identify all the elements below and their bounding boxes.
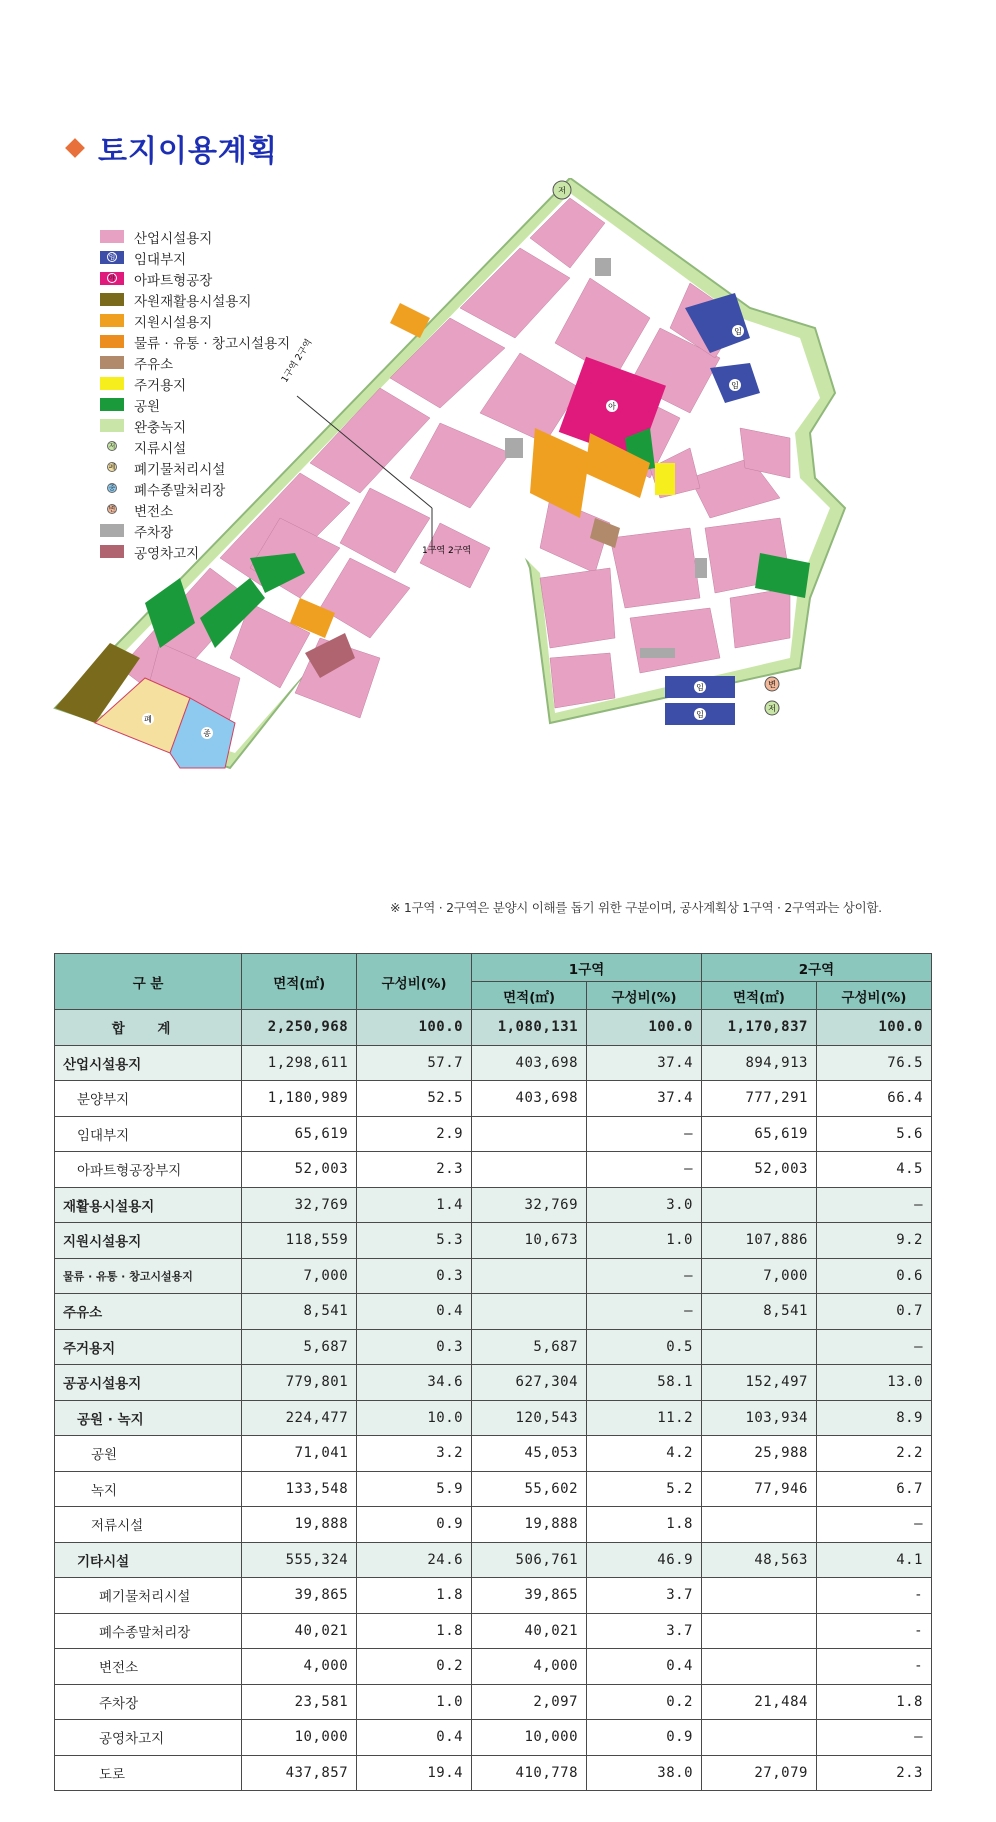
- cell-zone2-area: [702, 1649, 817, 1685]
- table-row: [55, 1045, 932, 1081]
- cell-zone2-ratio: 4.5: [816, 1152, 931, 1188]
- legend-swatch-reservoir: [100, 440, 124, 453]
- cell-zone1-area: [472, 1116, 587, 1152]
- table-row: [55, 1649, 932, 1685]
- cell-zone1-ratio: 58.1: [587, 1365, 702, 1401]
- row-label: 주유소: [55, 1294, 242, 1330]
- table-row: [55, 1400, 932, 1436]
- legend-item: [100, 289, 290, 310]
- cell-area: 555,324: [242, 1542, 357, 1578]
- cell-area: 118,559: [242, 1223, 357, 1259]
- cell-zone2-area: [702, 1720, 817, 1756]
- legend-mark: 임: [108, 253, 116, 261]
- th-zone1: 1구역: [472, 954, 702, 982]
- cell-zone2-ratio: 76.5: [816, 1045, 931, 1081]
- cell-zone1-area: 410,778: [472, 1755, 587, 1791]
- cell-zone2-ratio: –: [816, 1507, 931, 1543]
- table-row: [55, 1613, 932, 1649]
- cell-zone1-area: 40,021: [472, 1613, 587, 1649]
- row-label: 아파트형공장부지: [55, 1152, 242, 1188]
- cell-ratio: 3.2: [357, 1436, 472, 1472]
- legend-swatch-recycling: [100, 293, 124, 306]
- table-row: [55, 1010, 932, 1046]
- cell-ratio: 24.6: [357, 1542, 472, 1578]
- th-ratio: 구성비(%): [357, 954, 472, 1010]
- row-label: 폐수종말처리장: [55, 1613, 242, 1649]
- legend-label: 자원재활용시설용지: [134, 293, 252, 310]
- legend-label: 폐수종말처리장: [134, 482, 226, 499]
- cell-zone1-area: 5,687: [472, 1329, 587, 1365]
- cell-area: 2,250,968: [242, 1010, 357, 1046]
- cell-area: 40,021: [242, 1613, 357, 1649]
- cell-zone1-ratio: 3.7: [587, 1578, 702, 1614]
- cell-area: 8,541: [242, 1294, 357, 1330]
- cell-zone2-area: [702, 1187, 817, 1223]
- legend-label: 주차장: [134, 524, 174, 541]
- cell-ratio: 10.0: [357, 1400, 472, 1436]
- cell-zone2-ratio: 0.6: [816, 1258, 931, 1294]
- mark-lease-3: 임: [696, 683, 704, 692]
- legend-mark: 변: [108, 505, 116, 513]
- cell-zone2-area: 777,291: [702, 1081, 817, 1117]
- th-category: 구 분: [55, 954, 242, 1010]
- legend-item: [100, 457, 290, 478]
- cell-area: 23,581: [242, 1684, 357, 1720]
- row-label: 녹지: [55, 1471, 242, 1507]
- legend-item: [100, 352, 290, 373]
- cell-ratio: 2.9: [357, 1116, 472, 1152]
- cell-zone2-area: 21,484: [702, 1684, 817, 1720]
- row-label: 합 계: [55, 1010, 242, 1046]
- legend-label: 공원: [134, 398, 161, 415]
- cell-area: 4,000: [242, 1649, 357, 1685]
- cell-zone1-area: 506,761: [472, 1542, 587, 1578]
- cell-zone2-ratio: –: [816, 1187, 931, 1223]
- cell-area: 224,477: [242, 1400, 357, 1436]
- cell-ratio: 2.3: [357, 1152, 472, 1188]
- cell-ratio: 52.5: [357, 1081, 472, 1117]
- cell-zone1-ratio: 11.2: [587, 1400, 702, 1436]
- cell-zone1-ratio: 46.9: [587, 1542, 702, 1578]
- zone-label-b: 1구역 2구역: [422, 546, 472, 556]
- mark-reservoir-top: 저: [558, 186, 566, 195]
- cell-ratio: 5.3: [357, 1223, 472, 1259]
- cell-area: 1,298,611: [242, 1045, 357, 1081]
- cell-zone1-area: 45,053: [472, 1436, 587, 1472]
- zone-label-a: 1구역 2구역: [280, 337, 315, 385]
- th-zone2-area: 면적(㎡): [702, 982, 817, 1010]
- cell-area: 437,857: [242, 1755, 357, 1791]
- cell-zone1-ratio: 1.8: [587, 1507, 702, 1543]
- map-legend: [100, 226, 290, 562]
- table-row: [55, 1507, 932, 1543]
- legend-label: 폐기물처리시설: [134, 461, 226, 478]
- cell-zone1-area: [472, 1152, 587, 1188]
- cell-zone1-ratio: 0.2: [587, 1684, 702, 1720]
- legend-swatch-garage: [100, 545, 124, 558]
- cell-zone2-ratio: 9.2: [816, 1223, 931, 1259]
- cell-zone2-area: 1,170,837: [702, 1010, 817, 1046]
- th-area: 면적(㎡): [242, 954, 357, 1010]
- legend-label: 공영차고지: [134, 545, 200, 562]
- cell-zone2-ratio: 13.0: [816, 1365, 931, 1401]
- table-row: [55, 1684, 932, 1720]
- cell-zone1-area: 19,888: [472, 1507, 587, 1543]
- row-label: 기타시설: [55, 1542, 242, 1578]
- cell-ratio: 100.0: [357, 1010, 472, 1046]
- table-row: [55, 1116, 932, 1152]
- table-row: [55, 1223, 932, 1259]
- legend-swatch-buffer: [100, 419, 124, 432]
- cell-zone1-ratio: 37.4: [587, 1081, 702, 1117]
- legend-label: 지류시설: [134, 440, 187, 457]
- cell-ratio: 0.9: [357, 1507, 472, 1543]
- cell-area: 71,041: [242, 1436, 357, 1472]
- mark-waste: 폐: [144, 715, 152, 724]
- legend-swatch-substation: [100, 503, 124, 516]
- cell-zone2-ratio: 8.9: [816, 1400, 931, 1436]
- cell-zone1-ratio: 37.4: [587, 1045, 702, 1081]
- cell-zone1-area: 120,543: [472, 1400, 587, 1436]
- mark-lease-2: 임: [731, 381, 739, 390]
- cell-ratio: 5.9: [357, 1471, 472, 1507]
- row-label: 도로: [55, 1755, 242, 1791]
- table-row: [55, 1152, 932, 1188]
- mark-lease-4: 임: [696, 710, 704, 719]
- cell-ratio: 0.2: [357, 1649, 472, 1685]
- legend-label: 지원시설용지: [134, 314, 213, 331]
- row-label: 공영차고지: [55, 1720, 242, 1756]
- table-row: [55, 1436, 932, 1472]
- cell-zone2-area: 107,886: [702, 1223, 817, 1259]
- cell-zone2-area: 103,934: [702, 1400, 817, 1436]
- row-label: 분양부지: [55, 1081, 242, 1117]
- cell-ratio: 1.4: [357, 1187, 472, 1223]
- legend-swatch-support: [100, 314, 124, 327]
- diamond-bullet-icon: [65, 138, 85, 158]
- cell-area: 779,801: [242, 1365, 357, 1401]
- cell-zone1-ratio: –: [587, 1116, 702, 1152]
- legend-label: 아파트형공장: [134, 272, 213, 289]
- cell-zone2-ratio: 0.7: [816, 1294, 931, 1330]
- cell-zone2-ratio: –: [816, 1329, 931, 1365]
- legend-label: 물류 · 유통 · 창고시설용지: [134, 335, 291, 352]
- cell-zone1-ratio: 0.5: [587, 1329, 702, 1365]
- row-label: 주거용지: [55, 1329, 242, 1365]
- th-zone1-area: 면적(㎡): [472, 982, 587, 1010]
- cell-zone1-area: 32,769: [472, 1187, 587, 1223]
- legend-item: [100, 373, 290, 394]
- cell-zone1-area: 403,698: [472, 1081, 587, 1117]
- cell-zone2-area: 52,003: [702, 1152, 817, 1188]
- map-note: ※ 1구역 · 2구역은 분양시 이해를 돕기 위한 구분이며, 공사계획상 1구역 · 2구역과는 상이함.: [390, 900, 882, 915]
- cell-zone1-ratio: 3.0: [587, 1187, 702, 1223]
- legend-label: 완충녹지: [134, 419, 187, 436]
- cell-zone2-area: 48,563: [702, 1542, 817, 1578]
- th-zone2: 2구역: [702, 954, 932, 982]
- cell-zone1-ratio: –: [587, 1152, 702, 1188]
- cell-zone2-area: [702, 1578, 817, 1614]
- legend-item: [100, 331, 290, 352]
- table-row: [55, 1471, 932, 1507]
- legend-item: [100, 436, 290, 457]
- table-row: [55, 1542, 932, 1578]
- cell-zone1-ratio: 5.2: [587, 1471, 702, 1507]
- row-label: 주차장: [55, 1684, 242, 1720]
- mark-sewage: 종: [203, 729, 211, 738]
- cell-area: 7,000: [242, 1258, 357, 1294]
- cell-zone2-ratio: 66.4: [816, 1081, 931, 1117]
- cell-zone2-area: 25,988: [702, 1436, 817, 1472]
- row-label: 지원시설용지: [55, 1223, 242, 1259]
- cell-area: 19,888: [242, 1507, 357, 1543]
- legend-item: [100, 268, 290, 289]
- cell-area: 10,000: [242, 1720, 357, 1756]
- legend-mark: 아: [108, 274, 116, 282]
- mark-reservoir-bottom: 저: [768, 704, 776, 713]
- cell-ratio: 19.4: [357, 1755, 472, 1791]
- cell-zone2-area: 152,497: [702, 1365, 817, 1401]
- cell-area: 32,769: [242, 1187, 357, 1223]
- th-zone1-ratio: 구성비(%): [587, 982, 702, 1010]
- table-body: [55, 1010, 932, 1791]
- cell-zone2-ratio: –: [816, 1720, 931, 1756]
- mark-substation: 변: [768, 680, 776, 689]
- legend-swatch-park: [100, 398, 124, 411]
- legend-item: [100, 520, 290, 541]
- legend-label: 주유소: [134, 356, 174, 373]
- cell-zone1-ratio: 4.2: [587, 1436, 702, 1472]
- cell-ratio: 0.3: [357, 1258, 472, 1294]
- legend-item: [100, 394, 290, 415]
- row-label: 재활용시설용지: [55, 1187, 242, 1223]
- cell-zone2-ratio: 4.1: [816, 1542, 931, 1578]
- legend-swatch-industrial: [100, 230, 124, 243]
- cell-ratio: 57.7: [357, 1045, 472, 1081]
- cell-ratio: 0.3: [357, 1329, 472, 1365]
- cell-zone2-ratio: -: [816, 1578, 931, 1614]
- table-row: [55, 1365, 932, 1401]
- table-row: [55, 1081, 932, 1117]
- cell-zone2-area: 8,541: [702, 1294, 817, 1330]
- legend-label: 산업시설용지: [134, 230, 213, 247]
- row-label: 임대부지: [55, 1116, 242, 1152]
- cell-zone2-area: [702, 1507, 817, 1543]
- cell-zone2-area: 894,913: [702, 1045, 817, 1081]
- legend-label: 임대부지: [134, 251, 187, 268]
- legend-swatch-parking: [100, 524, 124, 537]
- legend-mark: 저: [108, 442, 116, 450]
- th-zone2-ratio: 구성비(%): [816, 982, 931, 1010]
- row-label: 변전소: [55, 1649, 242, 1685]
- legend-mark: 종: [108, 484, 116, 492]
- page-title-text: 토지이용계획: [98, 134, 278, 169]
- cell-zone1-area: 1,080,131: [472, 1010, 587, 1046]
- page-title: [68, 126, 278, 170]
- row-label: 공공시설용지: [55, 1365, 242, 1401]
- cell-ratio: 0.4: [357, 1720, 472, 1756]
- row-label: 공원: [55, 1436, 242, 1472]
- table-row: [55, 1578, 932, 1614]
- housing-parcel: [655, 463, 675, 495]
- row-label: 폐기물처리시설: [55, 1578, 242, 1614]
- legend-label: 변전소: [134, 503, 174, 520]
- cell-zone1-area: 4,000: [472, 1649, 587, 1685]
- cell-zone2-ratio: -: [816, 1613, 931, 1649]
- legend-swatch-housing: [100, 377, 124, 390]
- cell-zone2-ratio: 2.2: [816, 1436, 931, 1472]
- mark-apartment: 아: [608, 402, 616, 411]
- cell-zone2-ratio: 1.8: [816, 1684, 931, 1720]
- cell-zone1-ratio: 0.4: [587, 1649, 702, 1685]
- table-row: [55, 1258, 932, 1294]
- cell-zone2-area: [702, 1613, 817, 1649]
- legend-swatch-sewage: [100, 482, 124, 495]
- cell-zone1-area: 10,673: [472, 1223, 587, 1259]
- cell-zone1-ratio: 3.7: [587, 1613, 702, 1649]
- row-label: 저류시설: [55, 1507, 242, 1543]
- legend-swatch-logistics: [100, 335, 124, 348]
- cell-ratio: 34.6: [357, 1365, 472, 1401]
- row-label: 공원 · 녹지: [55, 1400, 242, 1436]
- cell-zone1-ratio: 1.0: [587, 1223, 702, 1259]
- cell-area: 133,548: [242, 1471, 357, 1507]
- legend-item: [100, 247, 290, 268]
- legend-swatch-waste: [100, 461, 124, 474]
- cell-zone1-area: 55,602: [472, 1471, 587, 1507]
- cell-zone2-area: 65,619: [702, 1116, 817, 1152]
- legend-item: [100, 310, 290, 331]
- cell-zone1-area: 2,097: [472, 1684, 587, 1720]
- legend-swatch-gas: [100, 356, 124, 369]
- cell-area: 52,003: [242, 1152, 357, 1188]
- cell-zone1-area: [472, 1294, 587, 1330]
- cell-zone2-ratio: 2.3: [816, 1755, 931, 1791]
- cell-zone2-area: 7,000: [702, 1258, 817, 1294]
- legend-item: [100, 499, 290, 520]
- cell-zone1-area: 10,000: [472, 1720, 587, 1756]
- cell-zone1-ratio: 0.9: [587, 1720, 702, 1756]
- cell-zone1-area: 627,304: [472, 1365, 587, 1401]
- cell-zone2-ratio: 6.7: [816, 1471, 931, 1507]
- cell-zone1-ratio: –: [587, 1294, 702, 1330]
- legend-item: [100, 541, 290, 562]
- table-row: [55, 1187, 932, 1223]
- legend-item: [100, 415, 290, 436]
- cell-zone2-area: 77,946: [702, 1471, 817, 1507]
- cell-area: 65,619: [242, 1116, 357, 1152]
- cell-zone1-ratio: –: [587, 1258, 702, 1294]
- cell-ratio: 0.4: [357, 1294, 472, 1330]
- cell-zone2-ratio: 100.0: [816, 1010, 931, 1046]
- legend-swatch-lease: [100, 251, 124, 264]
- table-row: [55, 1755, 932, 1791]
- cell-zone2-ratio: -: [816, 1649, 931, 1685]
- cell-ratio: 1.8: [357, 1578, 472, 1614]
- cell-zone1-area: 39,865: [472, 1578, 587, 1614]
- cell-zone2-area: 27,079: [702, 1755, 817, 1791]
- legend-item: [100, 478, 290, 499]
- cell-zone2-area: [702, 1329, 817, 1365]
- table-row: [55, 1329, 932, 1365]
- cell-area: 5,687: [242, 1329, 357, 1365]
- cell-zone2-ratio: 5.6: [816, 1116, 931, 1152]
- row-label: 물류 · 유통 · 창고시설용지: [55, 1258, 242, 1294]
- legend-label: 주거용지: [134, 377, 187, 394]
- cell-area: 1,180,989: [242, 1081, 357, 1117]
- cell-zone1-area: [472, 1258, 587, 1294]
- cell-ratio: 1.0: [357, 1684, 472, 1720]
- cell-zone1-ratio: 100.0: [587, 1010, 702, 1046]
- land-use-table: [54, 953, 932, 1791]
- cell-zone1-area: 403,698: [472, 1045, 587, 1081]
- legend-mark: 폐: [108, 463, 116, 471]
- cell-zone1-ratio: 38.0: [587, 1755, 702, 1791]
- row-label: 산업시설용지: [55, 1045, 242, 1081]
- table-row: [55, 1294, 932, 1330]
- legend-item: [100, 226, 290, 247]
- cell-area: 39,865: [242, 1578, 357, 1614]
- cell-ratio: 1.8: [357, 1613, 472, 1649]
- legend-swatch-apartment: [100, 272, 124, 285]
- mark-lease-1: 임: [734, 327, 742, 336]
- table-row: [55, 1720, 932, 1756]
